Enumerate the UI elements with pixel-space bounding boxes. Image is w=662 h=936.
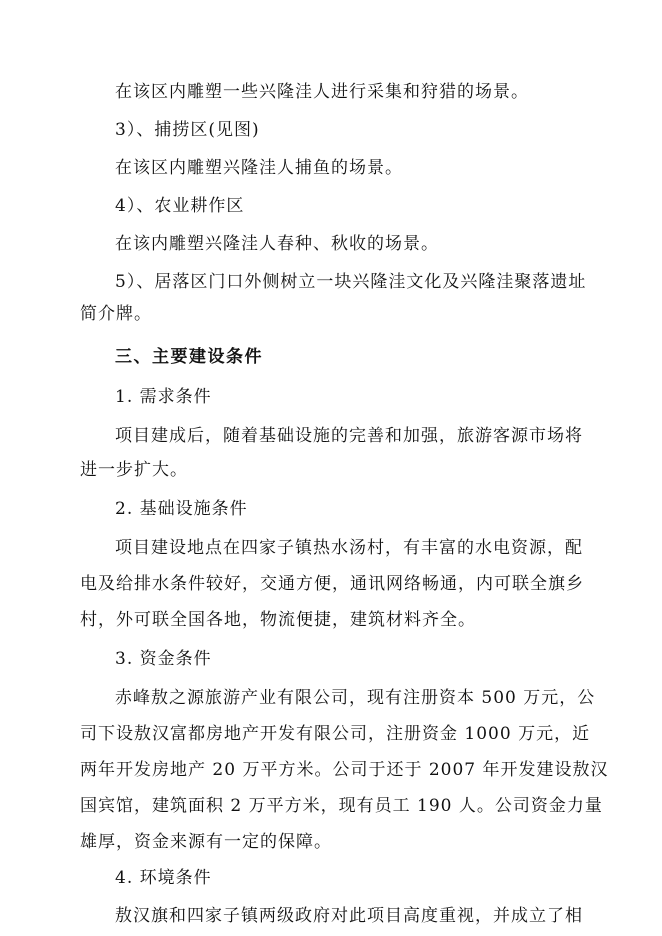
subsection-heading: 2. 基础设施条件 [115, 499, 248, 519]
paragraph-line: 雄厚，资金来源有一定的保障。 [80, 832, 332, 852]
paragraph-line: 两年开发房地产 20 万平方米。公司于还于 2007 年开发建设敖汉 [80, 760, 609, 780]
paragraph-line: 赤峰敖之源旅游产业有限公司，现有注册资本 500 万元，公 [115, 688, 596, 708]
subsection-heading: 1. 需求条件 [115, 387, 212, 407]
section-item-4: 4）、农业耕作区 [115, 196, 245, 216]
subsection-heading: 4. 环境条件 [115, 868, 212, 888]
section-item-5: 5）、居落区门口外侧树立一块兴隆洼文化及兴隆洼聚落遗址 [115, 272, 587, 292]
paragraph-line: 敖汉旗和四家子镇两级政府对此项目高度重视，并成立了相 [115, 906, 583, 926]
paragraph-line: 村，外可联全国各地，物流便捷，建筑材料齐全。 [80, 610, 476, 630]
paragraph-line: 电及给排水条件较好，交通方便，通讯网络畅通，内可联全旗乡 [80, 574, 584, 594]
paragraph-line: 在该区内雕塑兴隆洼人捕鱼的场景。 [115, 158, 403, 178]
paragraph-line: 简介牌。 [80, 304, 152, 324]
paragraph-line: 项目建成后，随着基础设施的完善和加强，旅游客源市场将 [115, 426, 583, 446]
paragraph-line: 进一步扩大。 [80, 460, 188, 480]
section-item-3: 3）、捕捞区(见图) [115, 120, 260, 140]
paragraph-line: 项目建设地点在四家子镇热水汤村，有丰富的水电资源，配 [115, 538, 583, 558]
section-heading: 三、主要建设条件 [115, 347, 263, 367]
subsection-heading: 3. 资金条件 [115, 649, 212, 669]
paragraph-line: 国宾馆，建筑面积 2 万平方米，现有员工 190 人。公司资金力量 [80, 796, 603, 816]
paragraph-line: 司下设敖汉富都房地产开发有限公司，注册资金 1000 万元，近 [80, 724, 591, 744]
paragraph-line: 在该内雕塑兴隆洼人春种、秋收的场景。 [115, 234, 439, 254]
paragraph-line: 在该区内雕塑一些兴隆洼人进行采集和狩猎的场景。 [115, 82, 529, 102]
